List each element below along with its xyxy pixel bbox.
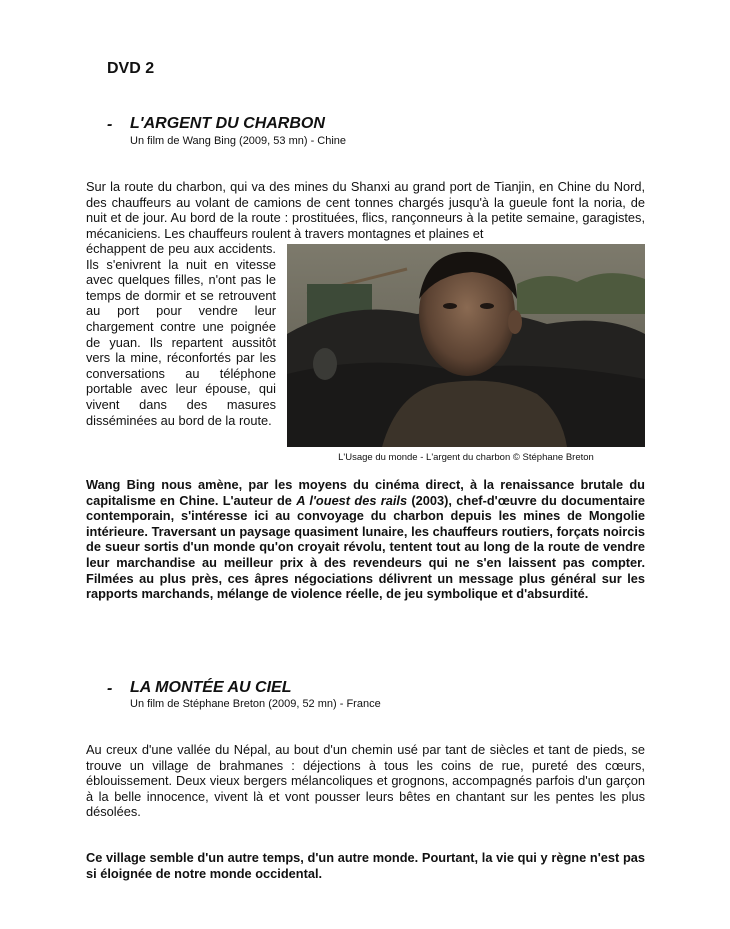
film2-synopsis: Ce village semble d'un autre temps, d'un autre monde. Pourtant, la vie qui y règne n'est pas si éloignée de notre monde occidental. [86,850,645,881]
referenced-film-title: A l'ouest des rails [296,492,408,508]
title-dash: - [107,680,113,697]
film-still-photo [287,244,645,447]
dvd-label: DVD 2 [107,60,155,77]
photo-caption: L'Usage du monde - L'argent du charbon © Stéphane Breton [338,452,594,463]
film2-title: LA MONTÉE AU CIEL [130,679,292,696]
film2-intro: Au creux d'une vallée du Népal, au bout d'un chemin usé par tant de siècles et tant de pieds, se trouve un village de brahmanes : déjections à tous les coins de rue, pureté des cœurs, éblouissement. Deux vieux bergers mélancoliques et grognons, accompagnés parfois d'un garçon à la belle innocence, vivent là et vont pousser leurs bêtes en chantant sur les pentes les plus désolées. [86,742,645,820]
film1-wrapped-text: échappent de peu aux accidents. Ils s'enivrent la nuit en vitesse avec quelques filles, n'ont pas le temps de dormir et se retrouvent au port pour vendre leur chargement contre une poignée de yuan. Ils repartent aussitôt vers la mine, réconfortés par les conversations au téléphone portable avec leur épouse, qui vivent dans des masures disséminées au bord de la route. [86,241,276,428]
title-dash: - [107,116,113,133]
film1-intro: Sur la route du charbon, qui va des mines du Shanxi au grand port de Tianjin, en Chine du Nord, des chauffeurs au volant de camions de cent tonnes chargés jusqu'à la gueule font la noria, de nuit et de jour. Au bord de la route : prostituées, flics, rançonneurs à la petite semaine, garagistes, mécaniciens. Les chauffeurs roulent à travers montagnes et plaines et [86,179,645,241]
coal-worker-photo [287,244,645,447]
film1-credit: Un film de Wang Bing (2009, 53 mn) - Chine [130,135,347,147]
film2-credit: Un film de Stéphane Breton (2009, 52 mn) - France [130,698,381,710]
film1-title: L'ARGENT DU CHARBON [130,115,325,132]
film1-synopsis-end: (2003), chef-d'œuvre du documentaire contemporain, s'intéresse ici au convoyage du charbon depuis les mines de Mongolie intérieure. Traversant un paysage quasiment lunaire, les chauffeurs routiers, forçats noircis de sueur sortis d'un monde qu'on croyait révolu, tentent tout au long de la route de vendre leur marchandise au meilleur prix à des revendeurs qui ne s'en laissent pas compter. Filmées au plus près, ces âpres négociations délivrent un message plus général sur les rapports marchands, mélange de violence réelle, de jeu symbolique et d'absurdité. [86,492,645,602]
film1-synopsis-start: Wang Bing nous amène, par les moyens du cinéma direct, à la renaissance brutale du capitalisme en Chine. L'auteur de [86,477,645,508]
film1-synopsis [86,477,645,602]
